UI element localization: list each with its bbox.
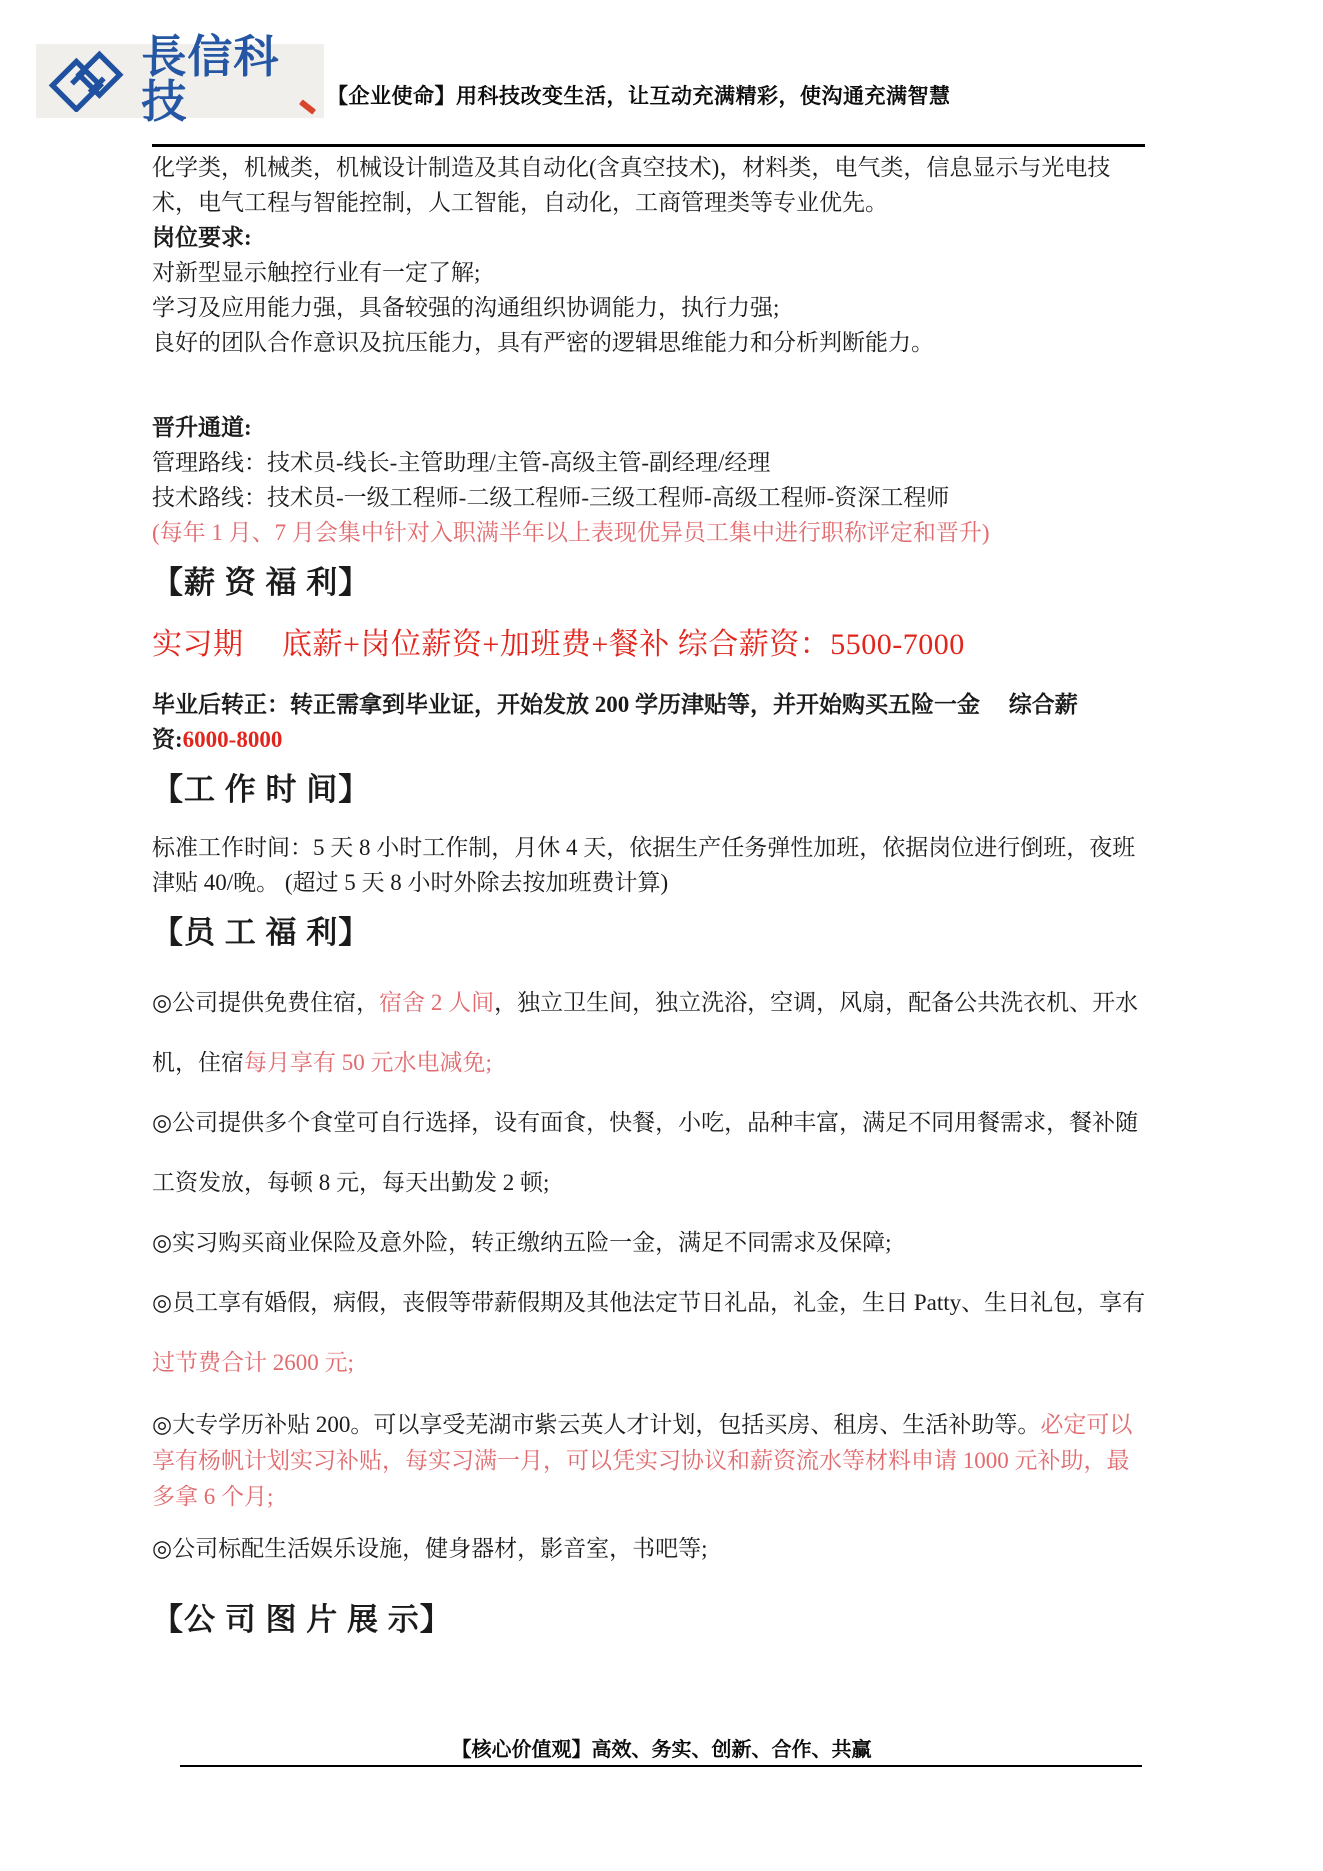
text-run: ◎公司提供多个食堂可自行选择，设有面食，快餐，小吃，品种丰富，满足不同用餐需求，餐补随工资发放，每顿 8 元，每天出勤发 2 顿; [152, 1110, 1139, 1195]
text-run: ◎公司标配生活娱乐设施，健身器材，影音室，书吧等; [152, 1536, 708, 1561]
employee-benefits-heading [152, 910, 1152, 955]
footer-divider [180, 1765, 1142, 1767]
text-run: 【工 作 时 间】 [152, 772, 371, 807]
text-run: 化学类，机械类，机械设计制造及其自动化(含真空技术)，材料类，电气类，信息显示与光电技术，电气工程与智能控制，人工智能，自动化，工商管理类等专业优先。 [152, 155, 1111, 215]
text-run: 【公 司 图 片 展 示】 [152, 1602, 452, 1637]
text-run: 晋升通道: [152, 415, 252, 440]
work-time-paragraph [152, 830, 1152, 900]
header-divider [152, 144, 1145, 147]
text-run: 【薪 资 福 利】 [152, 565, 371, 600]
text-run: 良好的团队合作意识及抗压能力，具有严密的逻辑思维能力和分析判断能力。 [152, 330, 934, 355]
text-run: 技术路线：技术员-一级工程师-二级工程师-三级工程师-高级工程师-资深工程师 [152, 485, 950, 510]
text-run: ，独立卫生间，独立洗浴，空调，风扇，配备公共洗衣机、开水机，住宿 [152, 990, 1139, 1075]
benefit-insurance [152, 1213, 1152, 1273]
text-run: 【员 工 福 利】 [152, 915, 371, 950]
highlighted-text-run: (每年 1 月、7 月会集中针对入职满半年以上表现优异员工集中进行职称评定和晋升) [152, 520, 990, 545]
promotion-note [152, 515, 1152, 550]
requirement-1 [152, 255, 1152, 290]
text-run: 实习期 底薪+岗位薪资+加班费+餐补 综合薪资：5500-7000 [152, 628, 965, 661]
work-time-heading [152, 767, 1152, 812]
highlighted-text-run: 宿舍 2 人间 [379, 990, 495, 1015]
company-mission-tagline: 【企业使命】用科技改变生活，让互动充满精彩，使沟通充满智慧 [327, 85, 951, 108]
text-run: 对新型显示触控行业有一定了解; [152, 260, 481, 285]
highlighted-text-run: 每月享有 50 元水电减免; [244, 1050, 492, 1075]
text-run: 标准工作时间：5 天 8 小时工作制，月休 4 天，依据生产任务弹性加班，依据岗位进行倒班，夜班津贴 40/晚。 (超过 5 天 8 小时外除去按加班费计算) [152, 835, 1136, 895]
highlighted-text-run: 6000-8000 [182, 727, 283, 752]
management-route [152, 445, 1152, 480]
text-run: 毕业后转正：转正需拿到毕业证，开始发放 200 学历津贴等，并开始购买五险一金 综合薪资: [152, 692, 1078, 752]
text-run: 学习及应用能力强，具备较强的沟通组织协调能力，执行力强; [152, 295, 780, 320]
text-run: ◎公司提供免费住宿， [152, 990, 380, 1015]
technical-route [152, 480, 1152, 515]
salary-benefits-heading [152, 560, 1152, 605]
benefit-holiday [152, 1273, 1152, 1393]
internship-salary-line [152, 623, 1152, 667]
document-body [152, 150, 1152, 1660]
highlighted-text-run: 过节费合计 2600 元; [152, 1350, 354, 1375]
post-graduation-salary-line [152, 687, 1152, 757]
promotion-channel-label [152, 410, 1152, 445]
company-logo-text: 長信科技 [141, 31, 280, 127]
company-logo [36, 31, 324, 127]
text-run: 岗位要求: [152, 225, 252, 250]
text-run: ◎员工享有婚假，病假，丧假等带薪假期及其他法定节日礼品，礼金，生日 Patty、生日礼包，享有 [152, 1290, 1146, 1315]
double-diamond-icon [44, 50, 135, 112]
benefit-facilities [152, 1531, 1152, 1567]
text-run: 管理路线：技术员-线长-主管助理/主管-高级主管-副经理/经理 [152, 450, 771, 475]
requirement-3 [152, 325, 1152, 360]
highlighted-text-run: 必定可以享有杨帆计划实习补贴，每实习满一月，可以凭实习协议和薪资流水等材料申请 1000 元补助，最多拿 6 个月; [152, 1412, 1133, 1509]
text-run: ◎实习购买商业保险及意外险，转正缴纳五险一金，满足不同需求及保障; [152, 1230, 892, 1255]
job-requirements-label [152, 220, 1152, 255]
majors-paragraph [152, 150, 1152, 220]
text-run: ◎大专学历补贴 200。可以享受芜湖市紫云英人才计划，包括买房、租房、生活补助等。 [152, 1412, 1041, 1437]
benefit-canteen [152, 1093, 1152, 1213]
benefit-housing [152, 973, 1152, 1093]
requirement-2 [152, 290, 1152, 325]
benefit-subsidy [152, 1407, 1152, 1515]
core-values-footer: 【核心价值观】高效、务实、创新、合作、共赢 [451, 1739, 872, 1761]
company-photos-heading [152, 1597, 1152, 1642]
